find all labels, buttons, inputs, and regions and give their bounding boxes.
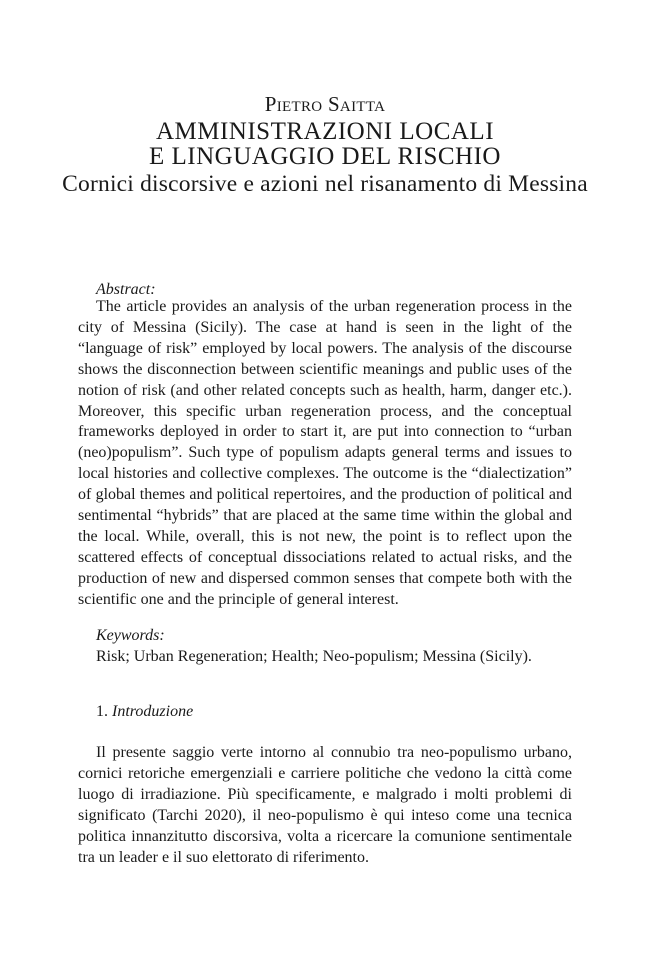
keywords-text: Risk; Urban Regeneration; Health; Neo-populism; Messina (Sicily). — [96, 648, 532, 665]
article-title — [0, 119, 650, 169]
abstract-label: Abstract: — [96, 281, 156, 298]
article-subtitle: Cornici discorsive e azioni nel risanamento di Messina — [62, 171, 588, 197]
section-number: 1. — [96, 703, 108, 720]
title-line-2: E LINGUAGGIO DEL RISCHIO — [148, 143, 501, 170]
section-heading — [96, 703, 193, 721]
introduction-text: Il presente saggio verte intorno al connubio tra neo-populismo urbano, cornici retoriche emergenziali e carriere politiche che vedono la città come luogo di irradiazione. Più specificamente, e malgrado i molti problemi di significato (Tarchi 2020), il neo-populismo è qui inteso come una tecnica politica innanzitutto discorsiva, volta a ricercare la comunione sentimentale tra un leader e il suo elettorato di riferimento. — [78, 744, 572, 866]
title-line-1: AMMINISTRAZIONI LOCALI — [155, 118, 495, 145]
abstract-text: The article provides an analysis of the urban regeneration process in the city of Messina (Sicily). The case at hand is seen in the light of the “language of risk” employed by local powers. The analysis of the discourse shows the disconnection between scientific meanings and public uses of the notion of risk (and other related concepts such as health, harm, danger etc.). Moreover, this specific urban regeneration process, and the conceptual frameworks deployed in order to start it, are put into connection to “urban (neo)populism”. Such type of populism adapts general terms and issues to local histories and collective complexes. The outcome is the “dialectization” of global themes and political repertoires, and the production of political and sentimental “hybrids” that are placed at the same time within the global and the local. While, overall, this is not new, the point is to reflect upon the scattered effects of conceptual dissociations related to actual risks, and the production of new and dispersed common senses that compete both with the scientific one and the principle of general interest. — [78, 298, 572, 608]
section-title: Introduzione — [112, 703, 194, 720]
keywords-label: Keywords: — [96, 627, 165, 644]
author-name: Pietro Saitta — [264, 92, 386, 116]
